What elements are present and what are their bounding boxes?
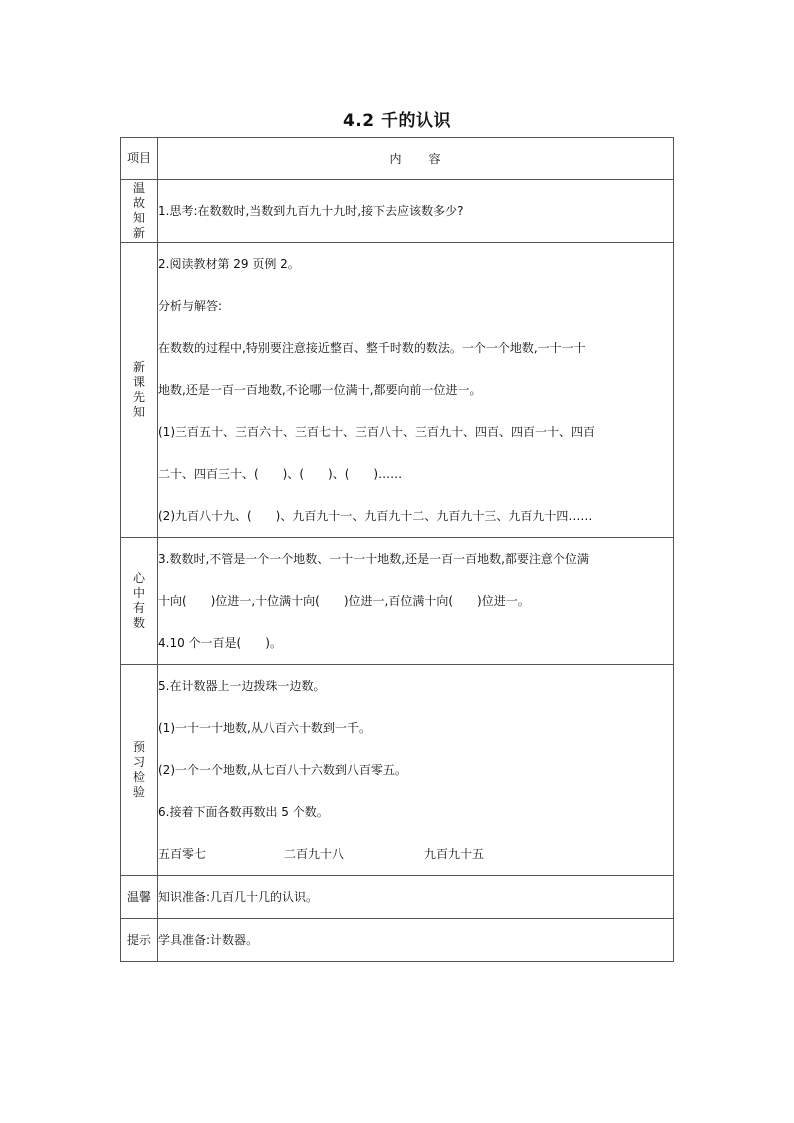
text-line: 地数,还是一百一百地数,不论哪一位满十,都要向前一位进一。 [158,383,482,397]
text-line: (2)一个一个地数,从七百八十六数到八百零五。 [158,763,407,777]
section-label-mind: 心 中 有 数 [121,538,158,665]
text-line: 分析与解答: [158,299,223,313]
text-line: (1)三百五十、三百六十、三百七十、三百八十、三百九十、四百、四百一十、四百 [158,425,596,439]
tips-line-1: 知识准备:几百几十几的认识。 [158,876,674,919]
header-item-cell: 项目 [121,138,158,180]
section-content-check [158,665,674,876]
preview-sheet-table [120,137,674,962]
section-content-review [158,180,674,243]
text-line: (2)九百八十九、( )、九百九十一、九百九十二、九百九十三、九百九十四…… [158,509,593,523]
text-line: (1)一十一十地数,从八百六十数到一千。 [158,721,371,735]
section-mind-row [121,538,674,665]
section-check-row [121,665,674,876]
section-content-mind [158,538,674,665]
section-label-check: 预 习 检 验 [121,665,158,876]
tips-row-2 [121,919,674,962]
tips-label-bottom: 提示 [121,919,158,962]
table-header-row [121,138,674,180]
section-content-new-lesson [158,243,674,538]
header-content-cell: 内 容 [158,138,674,180]
section-label-new-lesson: 新 课 先 知 [121,243,158,538]
start-number: 五百零七 [158,847,207,861]
question-line: 1.思考:在数数时,当数到九百九十九时,接下去应该数多少? [158,204,464,218]
text-line: 4.10 个一百是( )。 [158,636,282,650]
tips-row-1 [121,876,674,919]
text-line: 十向( )位进一,十位满十向( )位进一,百位满十向( )位进一。 [158,594,530,608]
tips-label-top: 温馨 [121,876,158,919]
start-number: 九百九十五 [424,847,485,861]
text-line: 3.数数时,不管是一个一个地数、一十一十地数,还是一百一百地数,都要注意个位满 [158,552,589,566]
tips-line-2: 学具准备:计数器。 [158,919,674,962]
text-line: 6.接着下面各数再数出 5 个数。 [158,805,329,819]
text-line: 二十、四百三十、( )、( )、( )…… [158,467,403,481]
section-label-review: 温 故 知 新 [121,180,158,243]
page-title: 4.2 千的认识 [342,111,452,131]
text-line: 5.在计数器上一边拨珠一边数。 [158,679,326,693]
start-number: 二百九十八 [284,847,345,861]
number-list [158,833,673,875]
section-review-row [121,180,674,243]
section-new-lesson-row [121,243,674,538]
text-line: 在数数的过程中,特别要注意接近整百、整千时数的数法。一个一个地数,一十一十 [158,341,586,355]
text-line: 2.阅读教材第 29 页例 2。 [158,257,300,271]
